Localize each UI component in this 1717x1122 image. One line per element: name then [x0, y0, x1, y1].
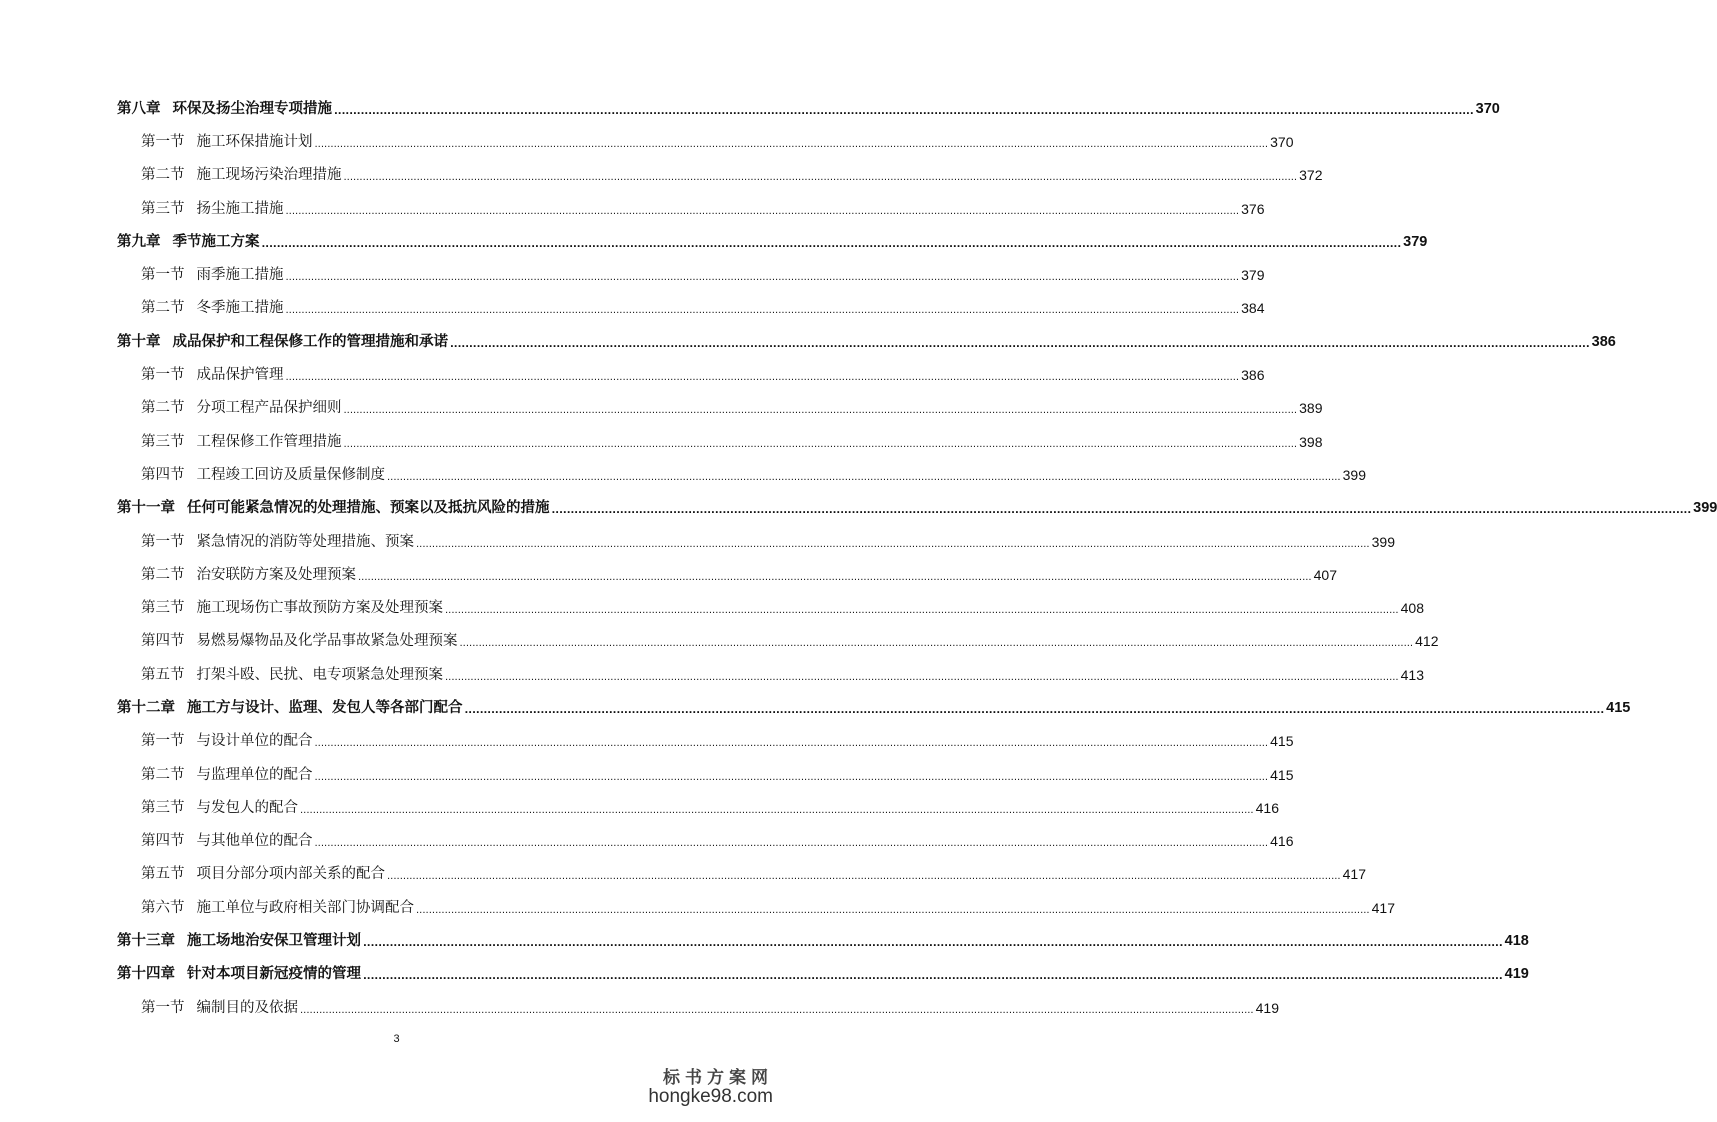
toc-entry-label	[117, 333, 448, 351]
toc-section-entry[interactable]	[117, 991, 1279, 1024]
toc-entry-page-number: 370	[1475, 100, 1500, 117]
toc-entry-label	[141, 566, 356, 584]
toc-entry-number: 第九章	[117, 233, 161, 250]
toc-entry-page-number: 407	[1313, 566, 1337, 583]
toc-entry-number: 第一节	[141, 733, 185, 750]
toc-section-entry[interactable]	[117, 458, 1366, 491]
toc-entry-number: 第四节	[141, 466, 185, 483]
toc-section-entry[interactable]	[117, 858, 1366, 891]
watermark-chinese-text: 标书方案网	[663, 1068, 773, 1088]
toc-entry-title: 易燃易爆物品及化学品事故紧急处理预案	[196, 633, 458, 650]
dot-leader: ............................................................................................................................................................................................................................................................................................................	[551, 505, 1692, 517]
dot-leader: ............................................................................................................................................................................................................................................................................................................	[387, 871, 1341, 883]
watermark-url-text: hongke98.com	[648, 1086, 773, 1107]
toc-entry-page-number: 376	[1241, 200, 1265, 217]
toc-entry-label	[141, 799, 298, 817]
toc-section-entry[interactable]	[117, 591, 1424, 624]
toc-entry-label	[141, 865, 385, 883]
toc-entry-page-number: 372	[1299, 167, 1323, 184]
toc-section-entry[interactable]	[117, 159, 1323, 192]
toc-entry-title: 扬尘施工措施	[196, 200, 284, 217]
toc-section-entry[interactable]	[117, 658, 1424, 691]
dot-leader: ............................................................................................................................................................................................................................................................................................................	[285, 372, 1240, 384]
toc-entry-number: 第一节	[141, 999, 185, 1016]
toc-entry-title: 分项工程产品保护细则	[196, 400, 342, 417]
toc-chapter-entry[interactable]	[117, 225, 1428, 258]
toc-entry-number: 第二节	[141, 300, 185, 317]
toc-entry-label	[141, 166, 342, 184]
toc-chapter-entry[interactable]	[117, 924, 1529, 957]
toc-entry-page-number: 417	[1371, 899, 1395, 916]
dot-leader: ............................................................................................................................................................................................................................................................................................................	[261, 238, 1402, 250]
toc-entry-number: 第十三章	[117, 933, 175, 950]
toc-chapter-entry[interactable]	[117, 958, 1529, 991]
toc-chapter-entry[interactable]	[117, 325, 1616, 358]
dot-leader: ............................................................................................................................................................................................................................................................................................................	[285, 272, 1240, 284]
toc-entry-page-number: 386	[1591, 333, 1616, 350]
toc-entry-number: 第三节	[141, 799, 185, 816]
toc-entry-page-number: 379	[1241, 267, 1265, 284]
toc-entry-page-number: 408	[1400, 600, 1424, 617]
toc-entry-label	[141, 133, 313, 151]
toc-entry-page-number: 413	[1400, 666, 1424, 683]
page-number: 3	[393, 1033, 400, 1045]
toc-entry-title: 项目分部分项内部关系的配合	[196, 866, 385, 883]
toc-chapter-entry[interactable]	[117, 492, 1717, 525]
toc-entry-label	[141, 599, 443, 617]
dot-leader: ............................................................................................................................................................................................................................................................................................................	[314, 138, 1269, 150]
toc-entry-title: 与监理单位的配合	[196, 766, 313, 783]
dot-leader: ............................................................................................................................................................................................................................................................................................................	[343, 405, 1298, 417]
toc-entry-label	[141, 433, 342, 451]
table-of-contents	[117, 92, 1717, 1024]
toc-entry-number: 第十章	[117, 333, 161, 350]
toc-section-entry[interactable]	[117, 625, 1439, 658]
toc-section-entry[interactable]	[117, 125, 1294, 158]
toc-entry-title: 工程保修工作管理措施	[196, 433, 342, 450]
toc-entry-page-number: 370	[1270, 133, 1294, 150]
dot-leader: ............................................................................................................................................................................................................................................................................................................	[285, 305, 1240, 317]
toc-entry-label	[141, 533, 414, 551]
toc-entry-label	[141, 632, 458, 650]
toc-entry-label	[117, 100, 332, 118]
toc-entry-title: 针对本项目新冠疫情的管理	[187, 966, 361, 983]
toc-entry-number: 第四节	[141, 833, 185, 850]
dot-leader: ............................................................................................................................................................................................................................................................................................................	[314, 738, 1269, 750]
toc-entry-label	[141, 732, 313, 750]
watermark-logo	[648, 1063, 773, 1108]
toc-entry-page-number: 389	[1299, 400, 1323, 417]
toc-entry-title: 任何可能紧急情况的处理措施、预案以及抵抗风险的措施	[187, 500, 550, 517]
toc-chapter-entry[interactable]	[117, 92, 1500, 125]
toc-entry-title: 成品保护管理	[196, 367, 284, 384]
toc-entry-label	[117, 233, 260, 251]
toc-entry-page-number: 399	[1693, 500, 1717, 517]
toc-entry-label	[117, 965, 361, 983]
dot-leader: ............................................................................................................................................................................................................................................................................................................	[343, 438, 1298, 450]
dot-leader: ............................................................................................................................................................................................................................................................................................................	[300, 1004, 1254, 1016]
toc-entry-title: 治安联防方案及处理预案	[196, 566, 356, 583]
dot-leader: ............................................................................................................................................................................................................................................................................................................	[464, 704, 1605, 716]
toc-entry-number: 第五节	[141, 866, 185, 883]
toc-entry-label	[141, 766, 313, 784]
toc-entry-label	[117, 699, 463, 717]
toc-entry-number: 第十一章	[117, 500, 175, 517]
toc-entry-title: 编制目的及依据	[196, 999, 298, 1016]
dot-leader: ............................................................................................................................................................................................................................................................................................................	[363, 971, 1503, 983]
toc-section-entry[interactable]	[117, 758, 1294, 791]
toc-section-entry[interactable]	[117, 825, 1294, 858]
toc-entry-page-number: 415	[1606, 699, 1631, 716]
toc-entry-page-number: 418	[1504, 933, 1529, 950]
toc-entry-page-number: 419	[1504, 966, 1529, 983]
toc-entry-title: 与发包人的配合	[196, 799, 298, 816]
toc-section-entry[interactable]	[117, 292, 1265, 325]
dot-leader: ............................................................................................................................................................................................................................................................................................................	[459, 638, 1414, 650]
toc-entry-title: 冬季施工措施	[196, 300, 284, 317]
dot-leader: ............................................................................................................................................................................................................................................................................................................	[387, 471, 1341, 483]
toc-entry-number: 第三节	[141, 433, 185, 450]
toc-entry-number: 第三节	[141, 200, 185, 217]
toc-entry-page-number: 379	[1403, 233, 1428, 250]
toc-entry-number: 第十二章	[117, 699, 175, 716]
toc-section-entry[interactable]	[117, 392, 1323, 425]
toc-entry-number: 第五节	[141, 666, 185, 683]
toc-entry-title: 施工现场污染治理措施	[196, 167, 342, 184]
dot-leader: ............................................................................................................................................................................................................................................................................................................	[358, 571, 1312, 583]
toc-entry-title: 打架斗殴、民扰、电专项紧急处理预案	[196, 666, 443, 683]
dot-leader: ............................................................................................................................................................................................................................................................................................................	[363, 938, 1503, 950]
dot-leader: ............................................................................................................................................................................................................................................................................................................	[300, 804, 1254, 816]
toc-entry-page-number: 417	[1342, 866, 1366, 883]
toc-entry-title: 环保及扬尘治理专项措施	[172, 100, 332, 117]
toc-entry-number: 第四节	[141, 633, 185, 650]
toc-entry-number: 第八章	[117, 100, 161, 117]
dot-leader: ............................................................................................................................................................................................................................................................................................................	[416, 904, 1370, 916]
toc-section-entry[interactable]	[117, 358, 1265, 391]
toc-entry-page-number: 415	[1270, 766, 1294, 783]
toc-entry-title: 施工单位与政府相关部门协调配合	[196, 899, 414, 916]
toc-section-entry[interactable]	[117, 791, 1279, 824]
toc-entry-number: 第一节	[141, 133, 185, 150]
toc-entry-label	[141, 399, 342, 417]
toc-entry-title: 施工方与设计、监理、发包人等各部门配合	[187, 699, 463, 716]
toc-section-entry[interactable]	[117, 891, 1395, 924]
toc-section-entry[interactable]	[117, 558, 1337, 591]
toc-entry-page-number: 412	[1415, 633, 1439, 650]
dot-leader: ............................................................................................................................................................................................................................................................................................................	[334, 105, 1474, 117]
toc-entry-number: 第二节	[141, 566, 185, 583]
toc-entry-page-number: 399	[1342, 466, 1366, 483]
toc-entry-number: 第十四章	[117, 966, 175, 983]
toc-entry-title: 施工环保措施计划	[196, 133, 313, 150]
dot-leader: ............................................................................................................................................................................................................................................................................................................	[285, 205, 1240, 217]
toc-entry-number: 第六节	[141, 899, 185, 916]
toc-section-entry[interactable]	[117, 725, 1294, 758]
toc-section-entry[interactable]	[117, 525, 1395, 558]
toc-entry-label	[141, 666, 443, 684]
dot-leader: ............................................................................................................................................................................................................................................................................................................	[416, 538, 1370, 550]
toc-entry-title: 与其他单位的配合	[196, 833, 313, 850]
dot-leader: ............................................................................................................................................................................................................................................................................................................	[445, 671, 1399, 683]
toc-entry-title: 施工现场伤亡事故预防方案及处理预案	[196, 600, 443, 617]
toc-entry-title: 施工场地治安保卫管理计划	[187, 933, 361, 950]
toc-entry-title: 与设计单位的配合	[196, 733, 313, 750]
toc-entry-number: 第三节	[141, 600, 185, 617]
toc-entry-label	[141, 266, 284, 284]
toc-chapter-entry[interactable]	[117, 691, 1631, 724]
toc-entry-number: 第一节	[141, 267, 185, 284]
toc-entry-page-number: 384	[1241, 300, 1265, 317]
toc-entry-page-number: 419	[1255, 999, 1279, 1016]
toc-entry-label	[117, 499, 550, 517]
toc-section-entry[interactable]	[117, 258, 1265, 291]
toc-entry-page-number: 398	[1299, 433, 1323, 450]
toc-entry-title: 季节施工方案	[172, 233, 260, 250]
toc-entry-page-number: 416	[1270, 833, 1294, 850]
dot-leader: ............................................................................................................................................................................................................................................................................................................	[450, 338, 1590, 350]
toc-entry-number: 第二节	[141, 400, 185, 417]
toc-entry-number: 第二节	[141, 167, 185, 184]
toc-entry-label	[141, 299, 284, 317]
toc-entry-title: 紧急情况的消防等处理措施、预案	[196, 533, 414, 550]
dot-leader: ............................................................................................................................................................................................................................................................................................................	[445, 605, 1399, 617]
toc-entry-title: 雨季施工措施	[196, 267, 284, 284]
toc-entry-label	[141, 999, 298, 1017]
toc-entry-number: 第二节	[141, 766, 185, 783]
toc-entry-title: 成品保护和工程保修工作的管理措施和承诺	[172, 333, 448, 350]
toc-entry-page-number: 416	[1255, 799, 1279, 816]
dot-leader: ............................................................................................................................................................................................................................................................................................................	[314, 771, 1269, 783]
toc-entry-label	[117, 932, 361, 950]
toc-entry-page-number: 415	[1270, 733, 1294, 750]
toc-entry-number: 第一节	[141, 367, 185, 384]
toc-entry-label	[141, 899, 414, 917]
toc-entry-number: 第一节	[141, 533, 185, 550]
toc-entry-page-number: 399	[1371, 533, 1395, 550]
toc-entry-label	[141, 466, 385, 484]
toc-entry-title: 工程竣工回访及质量保修制度	[196, 466, 385, 483]
toc-entry-label	[141, 200, 284, 218]
toc-entry-page-number: 386	[1241, 367, 1265, 384]
dot-leader: ............................................................................................................................................................................................................................................................................................................	[314, 838, 1269, 850]
toc-entry-label	[141, 366, 284, 384]
toc-entry-label	[141, 832, 313, 850]
toc-section-entry[interactable]	[117, 192, 1265, 225]
dot-leader: ............................................................................................................................................................................................................................................................................................................	[343, 172, 1298, 184]
toc-section-entry[interactable]	[117, 425, 1323, 458]
